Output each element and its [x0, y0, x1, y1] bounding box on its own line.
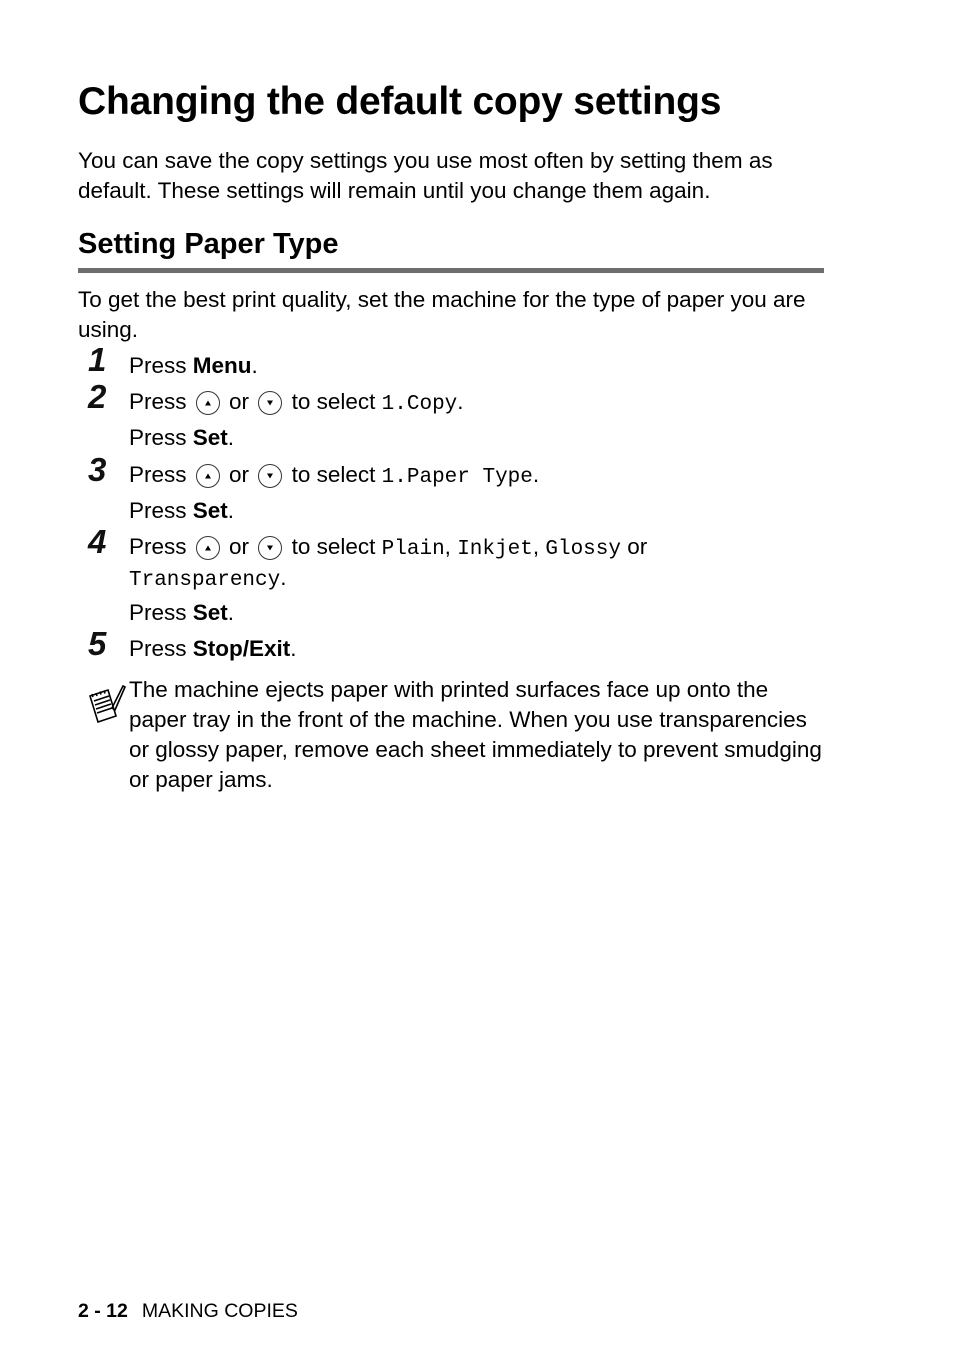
intro-paragraph: You can save the copy settings you use most often by setting them as default. These settings will remain until you change them again. — [78, 148, 773, 203]
page-title: Changing the default copy settings — [78, 80, 722, 123]
up-arrow-key-icon — [196, 391, 220, 415]
punct: . — [227, 600, 235, 625]
press-word: Press — [129, 534, 187, 559]
paper-option-glossy: Glossy — [545, 538, 621, 561]
down-arrow-key-icon — [258, 536, 282, 560]
punct: . — [280, 565, 287, 590]
key-set: Set — [192, 425, 228, 450]
key-stop-exit: Stop/Exit — [192, 636, 291, 661]
or-word: or — [229, 462, 250, 487]
press-word: Press — [129, 462, 187, 487]
punct: , — [444, 534, 451, 559]
chapter-name: MAKING COPIES — [141, 1300, 298, 1322]
page-footer — [78, 1300, 298, 1323]
step-1-line — [129, 351, 258, 381]
key-set: Set — [192, 498, 228, 523]
punct: . — [227, 498, 235, 523]
punct: , — [532, 534, 540, 559]
punct: . — [532, 462, 540, 487]
page-number: 2 - 12 — [78, 1300, 128, 1322]
press-word: Press — [129, 425, 187, 450]
paper-option-plain: Plain — [381, 538, 445, 561]
note-text: The machine ejects paper with printed surfaces face up onto the paper tray in the front of the machine. When you use transparencies or glossy paper, remove each sheet immediately to prevent smudging or paper jams. — [129, 677, 822, 792]
key-set: Set — [192, 600, 228, 625]
step-number-4: 4 — [88, 523, 107, 560]
section-heading: Setting Paper Type — [78, 228, 339, 260]
step-3-line — [129, 460, 539, 493]
up-arrow-key-icon — [196, 464, 220, 488]
punct: . — [227, 425, 235, 450]
to-select-word: to select — [291, 462, 376, 487]
down-arrow-key-icon — [258, 464, 282, 488]
paper-option-transparency: Transparency — [129, 569, 281, 592]
step-number-5: 5 — [88, 625, 107, 662]
up-arrow-key-icon — [196, 536, 220, 560]
down-arrow-key-icon — [258, 391, 282, 415]
menu-option-copy: 1.Copy — [381, 393, 458, 416]
key-menu: Menu — [192, 353, 252, 378]
step-number-1: 1 — [88, 341, 107, 378]
menu-option-paper-type: 1.Paper Type — [381, 466, 533, 489]
step-2-press-set — [129, 423, 234, 453]
press-word: Press — [129, 353, 187, 378]
step-number-3: 3 — [88, 451, 107, 488]
step-4-line — [129, 532, 647, 565]
step-4-press-set — [129, 598, 234, 628]
or-word: or — [229, 534, 250, 559]
note-pad-icon — [86, 682, 126, 726]
punct: . — [290, 636, 297, 661]
or-word: or — [627, 534, 648, 559]
step-number-2: 2 — [88, 378, 107, 415]
press-word: Press — [129, 636, 187, 661]
press-word: Press — [129, 600, 187, 625]
or-word: or — [229, 389, 250, 414]
press-word: Press — [129, 498, 187, 523]
punct: . — [457, 389, 464, 414]
punct: . — [251, 353, 258, 378]
paper-option-inkjet: Inkjet — [457, 538, 533, 561]
step-2-line — [129, 387, 464, 420]
section-description: To get the best print quality, set the machine for the type of paper you are using. — [78, 287, 806, 342]
step-3-press-set — [129, 496, 234, 526]
step-5-line — [129, 634, 297, 664]
step-4-line-cont — [129, 563, 287, 596]
section-rule — [78, 268, 824, 273]
to-select-word: to select — [291, 389, 376, 414]
to-select-word: to select — [291, 534, 376, 559]
press-word: Press — [129, 389, 187, 414]
